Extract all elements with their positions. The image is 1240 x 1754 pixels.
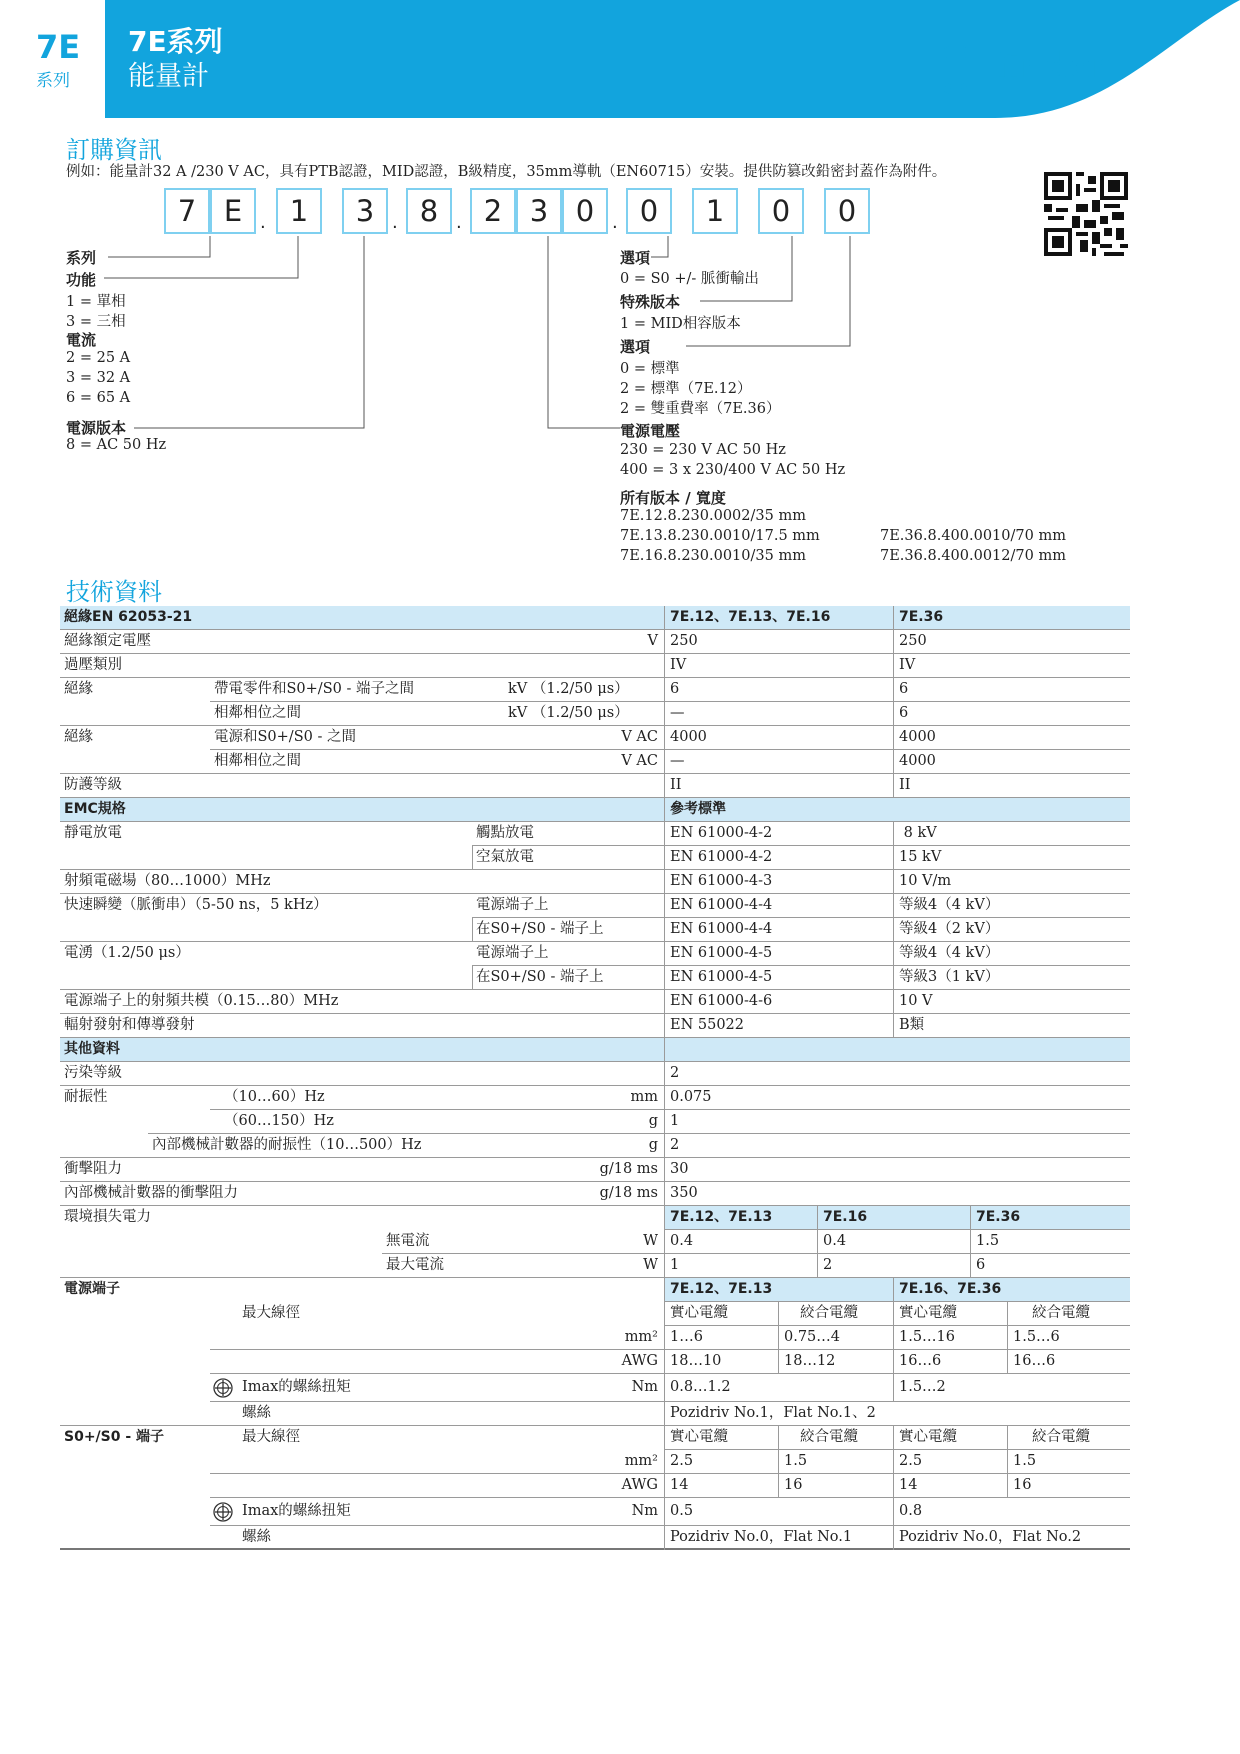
- row-sublabel: 最大線徑: [242, 1305, 300, 1321]
- code-dot: .: [392, 212, 398, 233]
- row-label: 絕緣: [64, 729, 93, 745]
- value: 等級4（2 kV）: [899, 921, 1000, 937]
- value: 14: [899, 1477, 918, 1493]
- table-row: [60, 1350, 1130, 1374]
- row-label: 防護等級: [64, 777, 122, 793]
- value: B類: [899, 1017, 925, 1033]
- column-header: 參考標準: [670, 801, 726, 817]
- value: 1: [670, 1113, 680, 1129]
- code-digit: 7: [164, 188, 210, 234]
- value: EN 55022: [670, 1017, 745, 1033]
- section-title: 其他資料: [64, 1041, 120, 1057]
- value: 18…10: [670, 1353, 722, 1369]
- table-row: [60, 1474, 1130, 1498]
- table-row: [60, 798, 1130, 822]
- table-row: [60, 1110, 1130, 1134]
- table-row: [60, 918, 1130, 942]
- code-digit: 1: [692, 188, 738, 234]
- table-row: [60, 726, 1130, 750]
- value: Pozidriv No.0，Flat No.2: [899, 1529, 1082, 1545]
- value: 1.5: [784, 1453, 808, 1469]
- table-row: [60, 1278, 1130, 1302]
- table-row: [60, 1402, 1130, 1426]
- table-row: [60, 1014, 1130, 1038]
- label-special-version: 特殊版本: [620, 293, 681, 311]
- value: 0.075: [670, 1089, 712, 1105]
- unit: V AC: [621, 729, 658, 745]
- unit: mm: [630, 1089, 658, 1105]
- code-digit: 3: [516, 188, 562, 234]
- page-subtitle: 能量計: [128, 61, 209, 92]
- version-item: 7E.13.8.230.0010/17.5 mm: [620, 528, 820, 544]
- value: EN 61000-4-3: [670, 873, 773, 889]
- value: EN 61000-4-4: [670, 897, 773, 913]
- value: 350: [670, 1185, 698, 1201]
- column-header: 7E.36: [899, 609, 944, 625]
- value: 1: [670, 1257, 680, 1273]
- row-sublabel: 空氣放電: [476, 849, 534, 865]
- row-label: 靜電放電: [64, 825, 122, 841]
- version-item: 7E.16.8.230.0010/35 mm: [620, 548, 806, 564]
- row-label: 快速瞬變（脈衝串）（5-50 ns，5 kHz）: [64, 897, 328, 913]
- label-option1: 選項: [620, 249, 651, 267]
- code-dot: .: [612, 212, 618, 233]
- unit: V AC: [621, 753, 658, 769]
- value: II: [670, 777, 682, 793]
- table-row: [60, 1158, 1130, 1182]
- unit: g: [648, 1113, 658, 1129]
- unit: W: [643, 1233, 658, 1249]
- voltage-value: 400 = 3 x 230/400 V AC 50 Hz: [620, 462, 846, 478]
- table-row: [60, 1374, 1130, 1402]
- value: IV: [670, 657, 687, 673]
- screwdriver-icon: [213, 1378, 233, 1398]
- table-row: [60, 1206, 1130, 1230]
- value: 1…6: [670, 1329, 703, 1345]
- row-label: 絕緣額定電壓: [64, 633, 151, 649]
- value: EN 61000-4-6: [670, 993, 773, 1009]
- value: Pozidriv No.0，Flat No.1: [670, 1529, 853, 1545]
- code-digit: 0: [626, 188, 672, 234]
- row-sublabel: 在S0+/S0 - 端子上: [476, 921, 604, 937]
- column-header: 7E.16、7E.36: [899, 1281, 1002, 1297]
- version-item: 7E.36.8.400.0010/70 mm: [880, 528, 1066, 544]
- value: 0.5: [670, 1503, 694, 1519]
- special-value: 1 = MID相容版本: [620, 316, 741, 332]
- value: 6: [899, 681, 909, 697]
- value: 2: [670, 1137, 680, 1153]
- value: 14: [670, 1477, 689, 1493]
- table-row: [60, 750, 1130, 774]
- code-dot: .: [260, 212, 266, 233]
- code-digit: 0: [824, 188, 870, 234]
- unit: kV （1.2/50 μs）: [508, 705, 629, 721]
- row-sublabel: 在S0+/S0 - 端子上: [476, 969, 604, 985]
- unit: Nm: [631, 1503, 658, 1519]
- code-digit: 1: [276, 188, 322, 234]
- row-label: 電湧（1.2/50 μs）: [64, 945, 190, 961]
- row-sublabel: Imax的螺絲扭矩: [242, 1379, 351, 1395]
- value: 0.4: [670, 1233, 694, 1249]
- table-row: [60, 822, 1130, 846]
- label-all-versions: 所有版本 / 寬度: [620, 489, 726, 507]
- unit: W: [643, 1257, 658, 1273]
- table-row: [60, 1498, 1130, 1526]
- value: 等級3（1 kV）: [899, 969, 1000, 985]
- column-header: 7E.12、7E.13: [670, 1209, 773, 1225]
- section-title: EMC規格: [64, 801, 126, 817]
- value: 1.5: [976, 1233, 1000, 1249]
- table-row: [60, 1134, 1130, 1158]
- row-sublabel: 帶電零件和S0+/S0 - 端子之間: [214, 681, 414, 697]
- row-label: 過壓類別: [64, 657, 122, 673]
- unit: mm²: [624, 1453, 658, 1469]
- brand-name: finder: [995, 46, 1109, 86]
- table-row: [60, 942, 1130, 966]
- value: 1.5: [1013, 1453, 1037, 1469]
- table-row: [60, 1230, 1130, 1254]
- row-sublabel: 最大電流: [386, 1257, 444, 1273]
- value: 2.5: [670, 1453, 694, 1469]
- value: EN 61000-4-5: [670, 945, 773, 961]
- row-sublabel: Imax的螺絲扭矩: [242, 1503, 351, 1519]
- label-option2: 選項: [620, 338, 651, 356]
- series-code: 7E: [36, 28, 81, 66]
- label-series: 系列: [66, 249, 97, 267]
- value: 等級4（4 kV）: [899, 897, 1000, 913]
- ordering-heading: 訂購資訊: [66, 136, 162, 164]
- value: 0.75…4: [784, 1329, 841, 1345]
- table-row: [60, 1038, 1130, 1062]
- option2-value: 2 = 標準（7E.12）: [620, 381, 752, 397]
- value: 1.5…2: [899, 1379, 946, 1395]
- unit: g/18 ms: [599, 1161, 658, 1177]
- row-sublabel: 相鄰相位之間: [214, 705, 301, 721]
- value: 2.5: [899, 1453, 923, 1469]
- tech-heading: 技術資料: [66, 578, 162, 606]
- unit: AWG: [621, 1353, 658, 1369]
- row-sublabel: 無電流: [386, 1233, 430, 1249]
- table-row: [60, 654, 1130, 678]
- column-header: 7E.12、7E.13、7E.16: [670, 609, 831, 625]
- version-item: 7E.36.8.400.0012/70 mm: [880, 548, 1066, 564]
- ordering-example: 例如：能量計32 A /230 V AC，具有PTB認證，MID認證，B級精度，35mm導軌（EN60715）安裝。提供防篡改鉛密封蓋作為附件。: [66, 164, 947, 180]
- table-row: [60, 1182, 1130, 1206]
- value: 15 kV: [899, 849, 942, 865]
- unit: Nm: [631, 1379, 658, 1395]
- value: 16…6: [899, 1353, 942, 1369]
- table-row: [60, 990, 1130, 1014]
- value: 0.8: [899, 1503, 923, 1519]
- label-supply-voltage: 電源電壓: [620, 422, 681, 440]
- unit: V: [647, 633, 658, 649]
- column-header: 絞合電纜: [1032, 1305, 1090, 1321]
- function-option: 1 = 單相: [66, 294, 126, 310]
- column-header: 7E.16: [823, 1209, 868, 1225]
- value: 10 V: [899, 993, 933, 1009]
- table-row: [60, 702, 1130, 726]
- current-option: 6 = 65 A: [66, 390, 131, 406]
- value: EN 61000-4-2: [670, 849, 773, 865]
- row-label: 污染等級: [64, 1065, 122, 1081]
- value: 1.5…16: [899, 1329, 956, 1345]
- current-option: 2 = 25 A: [66, 350, 131, 366]
- table-row: [60, 966, 1130, 990]
- value: II: [899, 777, 911, 793]
- series-word: 系列: [36, 71, 70, 91]
- column-header: 絞合電纜: [800, 1429, 858, 1445]
- row-label: 耐振性: [64, 1089, 108, 1105]
- table-row: [60, 1062, 1130, 1086]
- column-header: 絞合電纜: [800, 1305, 858, 1321]
- code-digit: 2: [470, 188, 516, 234]
- unit: kV （1.2/50 μs）: [508, 681, 629, 697]
- table-row: [60, 1526, 1130, 1550]
- row-sublabel: 螺絲: [242, 1529, 271, 1545]
- page-title: 7E系列: [128, 25, 223, 58]
- value: 6: [670, 681, 680, 697]
- value: 16…6: [1013, 1353, 1056, 1369]
- value: Pozidriv No.1，Flat No.1、2: [670, 1405, 876, 1421]
- value: 0.8…1.2: [670, 1379, 731, 1395]
- column-header: 7E.12、7E.13: [670, 1281, 773, 1297]
- value: —: [670, 705, 685, 721]
- value: 250: [670, 633, 698, 649]
- table-row: [60, 1326, 1130, 1350]
- value: 18…12: [784, 1353, 836, 1369]
- row-sublabel: 內部機械計數器的耐振性（10…500）Hz: [152, 1137, 422, 1153]
- supply-option: 8 = AC 50 Hz: [66, 437, 167, 453]
- unit: g: [648, 1137, 658, 1153]
- row-sublabel: （60…150）Hz: [224, 1113, 334, 1129]
- current-option: 3 = 32 A: [66, 370, 131, 386]
- table-row: [60, 1426, 1130, 1450]
- unit: g/18 ms: [599, 1185, 658, 1201]
- table-row: [60, 606, 1130, 630]
- option1-value: 0 = S0 +/- 脈衝輸出: [620, 271, 759, 287]
- value: 16: [784, 1477, 803, 1493]
- row-label: 內部機械計數器的衝擊阻力: [64, 1185, 238, 1201]
- code-dot: .: [456, 212, 462, 233]
- value: 4000: [670, 729, 707, 745]
- row-sublabel: 電源端子上: [476, 897, 549, 913]
- row-label: 環境損失電力: [64, 1209, 151, 1225]
- row-label: 電源端子上的射頻共模（0.15…80）MHz: [64, 993, 339, 1009]
- table-row: [60, 774, 1130, 798]
- table-row: [60, 1254, 1130, 1278]
- value: 16: [1013, 1477, 1032, 1493]
- version-item: 7E.12.8.230.0002/35 mm: [620, 508, 806, 524]
- option2-value: 2 = 雙重費率（7E.36）: [620, 401, 781, 417]
- unit: AWG: [621, 1477, 658, 1493]
- value: 等級4（4 kV）: [899, 945, 1000, 961]
- value: 4000: [899, 753, 936, 769]
- value: 0.4: [823, 1233, 847, 1249]
- column-header: 實心電纜: [670, 1429, 728, 1445]
- table-row: [60, 894, 1130, 918]
- code-digit: 0: [562, 188, 608, 234]
- section-title: 絕緣EN 62053-21: [64, 609, 193, 625]
- function-option: 3 = 三相: [66, 314, 126, 330]
- value: 6: [976, 1257, 986, 1273]
- code-digit: 8: [406, 188, 452, 234]
- table-row: [60, 870, 1130, 894]
- table-row: [60, 678, 1130, 702]
- column-header: 實心電纜: [670, 1305, 728, 1321]
- value: EN 61000-4-2: [670, 825, 773, 841]
- row-label: S0+/S0 - 端子: [64, 1429, 165, 1445]
- code-digit: 0: [758, 188, 804, 234]
- row-label: 衝擊阻力: [64, 1161, 122, 1177]
- value: 250: [899, 633, 927, 649]
- screwdriver-icon: [213, 1502, 233, 1522]
- label-supply-version: 電源版本: [66, 419, 127, 437]
- value: 10 V/m: [899, 873, 952, 889]
- column-header: 7E.36: [976, 1209, 1021, 1225]
- table-row: [60, 1086, 1130, 1110]
- code-digit: 3: [342, 188, 388, 234]
- column-header: 實心電纜: [899, 1429, 957, 1445]
- table-row: [60, 1302, 1130, 1326]
- row-sublabel: 相鄰相位之間: [214, 753, 301, 769]
- row-sublabel: （10…60）Hz: [224, 1089, 325, 1105]
- table-row: [60, 630, 1130, 654]
- row-sublabel: 最大線徑: [242, 1429, 300, 1445]
- value: 1.5…6: [1013, 1329, 1060, 1345]
- voltage-value: 230 = 230 V AC 50 Hz: [620, 442, 786, 458]
- row-label: 絕緣: [64, 681, 93, 697]
- row-label: 電源端子: [64, 1281, 120, 1297]
- label-function: 功能: [66, 271, 97, 289]
- label-current: 電流: [66, 331, 97, 349]
- value: 6: [899, 705, 909, 721]
- value: —: [670, 753, 685, 769]
- row-sublabel: 電源和S0+/S0 - 之間: [214, 729, 356, 745]
- option2-value: 0 = 標準: [620, 361, 680, 377]
- value: IV: [899, 657, 916, 673]
- value: 4000: [899, 729, 936, 745]
- row-label: 射頻電磁場（80…1000）MHz: [64, 873, 271, 889]
- value: 30: [670, 1161, 689, 1177]
- row-sublabel: 電源端子上: [476, 945, 549, 961]
- value: EN 61000-4-5: [670, 969, 773, 985]
- value: 8 kV: [899, 825, 937, 841]
- value: 2: [670, 1065, 680, 1081]
- row-sublabel: 螺絲: [242, 1405, 271, 1421]
- column-header: 絞合電纜: [1032, 1429, 1090, 1445]
- code-digit: E: [210, 188, 256, 234]
- table-row: [60, 846, 1130, 870]
- value: 2: [823, 1257, 833, 1273]
- value: EN 61000-4-4: [670, 921, 773, 937]
- unit: mm²: [624, 1329, 658, 1345]
- column-header: 實心電纜: [899, 1305, 957, 1321]
- row-sublabel: 觸點放電: [476, 825, 534, 841]
- row-label: 輻射發射和傳導發射: [64, 1017, 195, 1033]
- table-row: [60, 1450, 1130, 1474]
